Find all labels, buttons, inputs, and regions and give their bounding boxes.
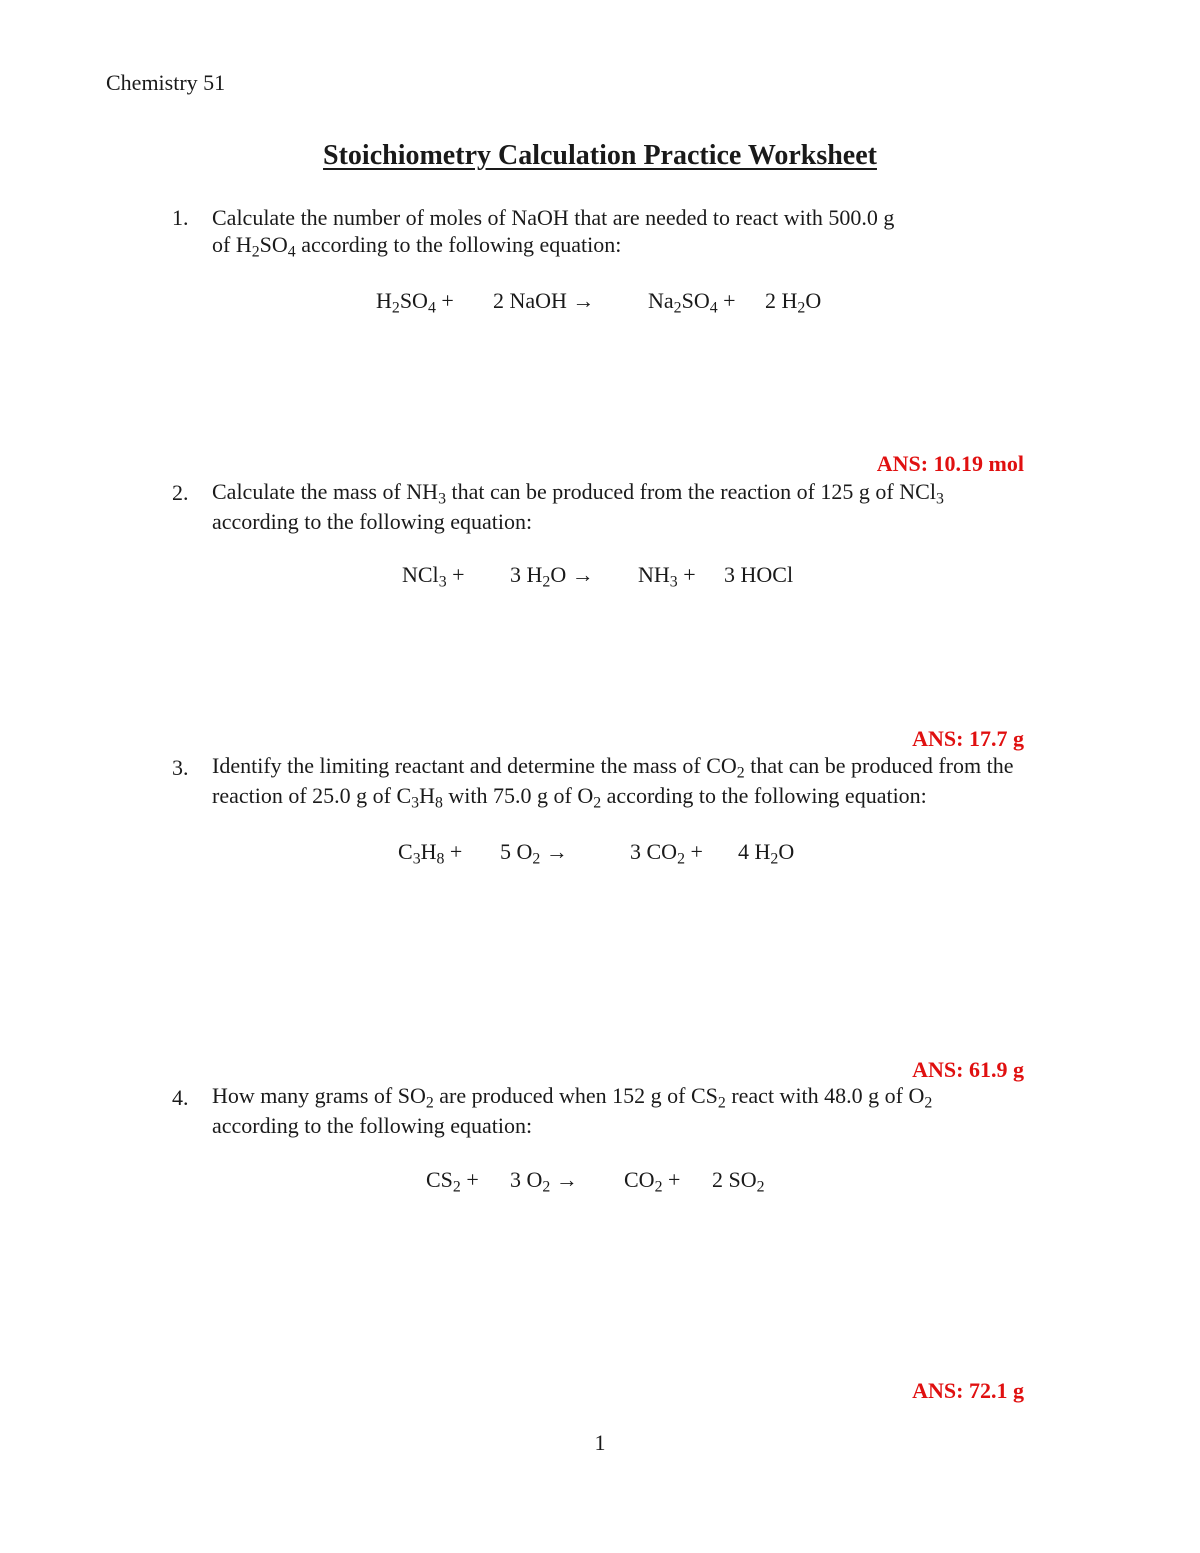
equation-term: $C_3H_8$ + <box>398 839 463 868</box>
equation-term: $NH_3$ + <box>638 562 696 591</box>
equation-term: $CS_2$ + <box>426 1167 479 1196</box>
question-3-text-line-2: reaction of 25.0 g of $C_3H_8$ with 75.0 g of $O_2$ according to the following equation: <box>212 783 927 812</box>
equation-term: NCl$_3$ + <box>402 562 465 591</box>
equation-term: $H_2SO_4$ + <box>376 288 454 317</box>
equation-term: 3 HOCl <box>724 562 794 587</box>
question-3-text-line-1: Identify the limiting reactant and determine the mass of $CO_2$ that can be produced from the <box>212 753 1014 782</box>
course-header: Chemistry 51 <box>106 70 226 95</box>
question-4-answer: ANS: 72.1 g <box>912 1378 1024 1403</box>
question-1-number: 1. <box>172 205 189 230</box>
equation-term: 3 $O_2$ → <box>510 1167 578 1196</box>
equation-term: 3 $CO_2$ + <box>630 839 703 868</box>
equation-term: 2 $SO_2$ <box>712 1167 765 1196</box>
question-1-answer: ANS: 10.19 mol <box>876 451 1024 476</box>
equation-term: $Na_2SO_4$ + <box>648 288 736 317</box>
question-3-number: 3. <box>172 755 189 780</box>
question-4-number: 4. <box>172 1085 189 1110</box>
worksheet-title: Stoichiometry Calculation Practice Worksheet <box>323 140 877 171</box>
equation-term: 2 $H_2O$ <box>765 288 822 317</box>
question-4-text-line-2: according to the following equation: <box>212 1113 533 1138</box>
equation-term: $CO_2$ + <box>624 1167 681 1196</box>
question-4-text-line-1: How many grams of $SO_2$ are produced when 152 g of $CS_2$ react with 48.0 g of $O_2$ <box>212 1083 933 1112</box>
equation-term: 3 $H_2O$ → <box>510 562 594 591</box>
equation-term: 4 $H_2O$ <box>738 839 795 868</box>
page-number: 1 <box>594 1430 606 1455</box>
question-3-answer: ANS: 61.9 g <box>912 1057 1024 1082</box>
question-2-text-line-1: Calculate the mass of $NH_3$ that can be produced from the reaction of 125 g of NCl$_3$ <box>212 479 944 508</box>
question-2-answer: ANS: 17.7 g <box>912 726 1024 751</box>
equation-term: 5 $O_2$ → <box>500 839 568 868</box>
question-1-text-line-2: of $H_2SO_4$ according to the following equation: <box>212 232 622 261</box>
question-2-text-line-2: according to the following equation: <box>212 509 533 534</box>
question-1-text-line-1: Calculate the number of moles of NaOH that are needed to react with 500.0 g <box>212 205 895 230</box>
equation-term: 2 NaOH → <box>493 288 595 313</box>
question-2-number: 2. <box>172 480 189 505</box>
